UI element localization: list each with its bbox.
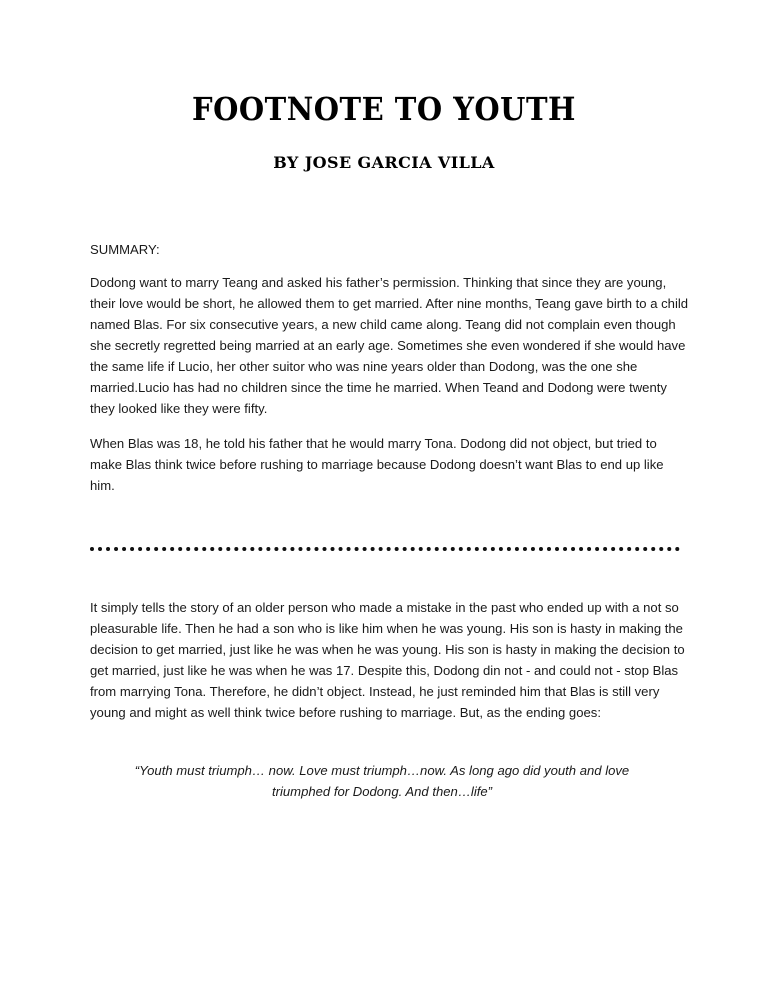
summary-paragraph-2: When Blas was 18, he told his father that he would marry Tona. Dodong did not object, but tried to make Blas think twice before rushing to marriage because Dodong doesn’t want Blas to end up like him. (90, 436, 664, 493)
analysis-paragraph: It simply tells the story of an older person who made a mistake in the past who ended up with a not so pleasurable life. Then he had a son who is like him when he was young. His son is hasty in making the decision to get married, just like he was when he was young. His son is hasty in making the decision to get married, just like he was when he was 17. Despite this, Dodong din not - and could not - stop Blas from marrying Tona. Therefore, he didn’t object. Instead, he just reminded him that Blas is still very young and might as well think twice before rushing to marriage. But, as the ending goes: (90, 600, 685, 720)
summary-label: SUMMARY: (90, 242, 160, 257)
dotted-divider (90, 547, 680, 551)
closing-quote: “Youth must triumph… now. Love must triumph…now. As long ago did youth and love triumphed for Dodong. And then…life” (134, 763, 630, 799)
document-byline: BY JOSE GARCIA VILLA (273, 153, 495, 172)
summary-paragraph-1: Dodong want to marry Teang and asked his father’s permission. Thinking that since they are young, their love would be short, he allowed them to get married. After nine months, Teang gave birth to a child named Blas. For six consecutive years, a new child came along. Teang did not complain even though she secretly regretted being married at an early age. Sometimes she even wondered if she would have the same life if Lucio, her other suitor who was nine years older than Dodong, was the one she married.Lucio has had no children since the time he married. When Teand and Dodong were twenty they looked like they were fifty. (90, 275, 689, 416)
document-title: FOOTNOTE TO YOUTH (192, 90, 576, 128)
